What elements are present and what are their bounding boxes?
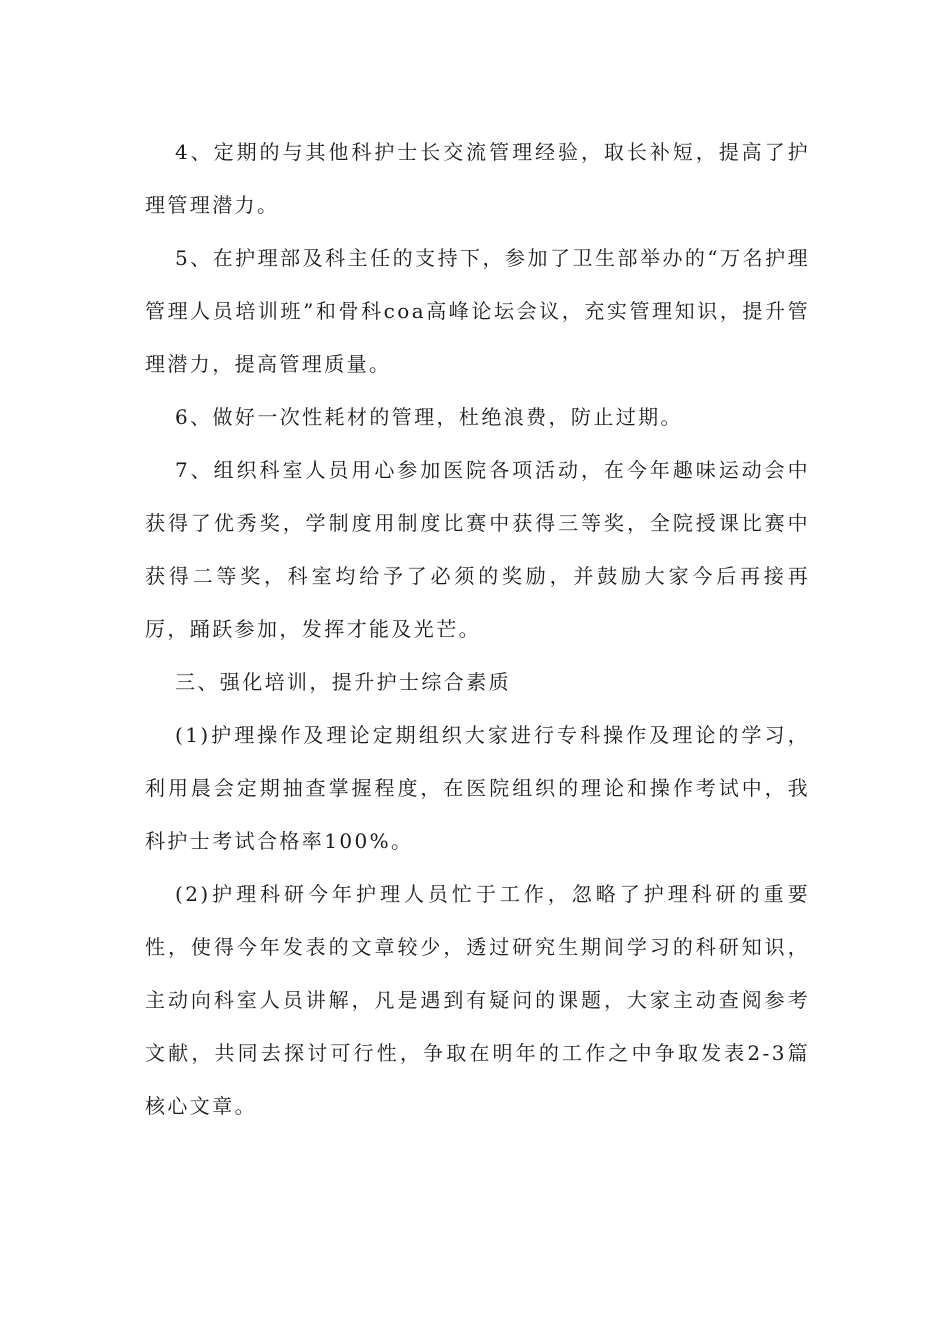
paragraph-item-7: 7、组织科室人员用心参加医院各项活动，在今年趣味运动会中获得了优秀奖，学制度用制度比赛中获得三等奖，全院授课比赛中获得二等奖，科室均给予了必须的奖励，并鼓励大家今后再接再厉，踊跃参加，发挥才能及光芒。	[145, 458, 810, 641]
section-heading-3: 三、强化培训，提升护士综合素质	[175, 670, 511, 694]
paragraph-item-5: 5、在护理部及科主任的支持下，参加了卫生部举办的“万名护理管理人员培训班”和骨科coa高峰论坛会议，充实管理知识，提升管理潜力，提高管理质量。	[145, 246, 810, 376]
paragraph-item-6: 6、做好一次性耗材的管理，杜绝浪费，防止过期。	[175, 405, 683, 429]
paragraph-item-4: 4、定期的与其他科护士长交流管理经验，取长补短，提高了护理管理潜力。	[145, 140, 810, 217]
document-body	[145, 126, 810, 1133]
paragraph-sub-2: (2)护理科研今年护理人员忙于工作，忽略了护理科研的重要性，使得今年发表的文章较少，透过研究生期间学习的科研知识，主动向科室人员讲解，凡是遇到有疑问的课题，大家主动查阅参考文献，共同去探讨可行性，争取在明年的工作之中争取发表2-3篇核心文章。	[145, 882, 810, 1118]
paragraph-sub-1: (1)护理操作及理论定期组织大家进行专科操作及理论的学习，利用晨会定期抽查掌握程度，在医院组织的理论和操作考试中，我科护士考试合格率100%。	[145, 723, 810, 853]
